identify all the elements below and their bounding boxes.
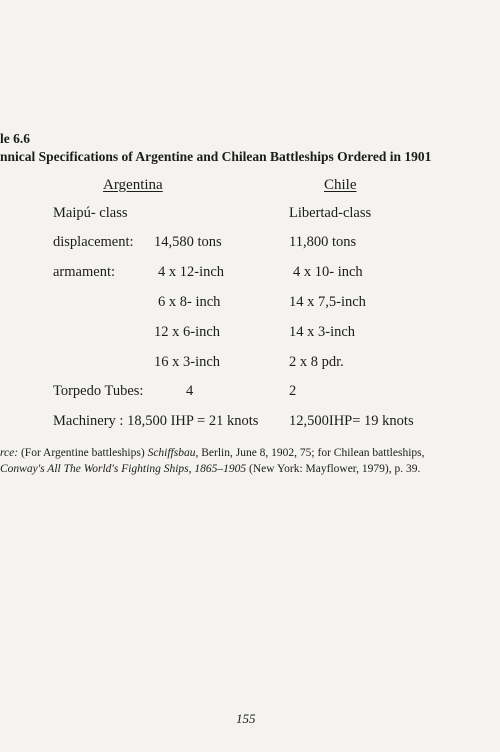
row-label-machinery: Machinery : 18,500 IHP = 21 knots <box>53 413 259 429</box>
source-note-line-1 <box>0 447 425 459</box>
page-number: 155 <box>236 711 256 726</box>
argentina-displacement: 14,580 tons <box>154 234 222 250</box>
column-header-chile: Chile <box>324 177 357 193</box>
chile-armament-3: 14 x 3-inch <box>289 324 356 340</box>
column-header-argentina: Argentina <box>103 177 163 193</box>
argentina-armament-1: 4 x 12-inch <box>158 264 225 280</box>
chile-displacement: 11,800 tons <box>289 234 357 250</box>
chile-armament-1: 4 x 10- inch <box>293 264 363 280</box>
row-label-armament: armament: <box>53 264 116 280</box>
source-publication-1: Schiffsbau, <box>147 447 199 459</box>
argentina-armament-3: 12 x 6-inch <box>154 324 221 340</box>
chile-torpedo-tubes: 2 <box>289 383 297 399</box>
source-note-line-2 <box>0 463 420 475</box>
argentina-torpedo-tubes: 4 <box>186 383 194 399</box>
chile-machinery: 12,500IHP= 19 knots <box>289 413 414 429</box>
source-label: rce: <box>0 447 19 459</box>
chile-armament-4: 2 x 8 pdr. <box>289 354 344 370</box>
row-label-class: Maipú- class <box>53 205 128 221</box>
argentina-armament-2: 6 x 8- inch <box>158 294 221 310</box>
row-label-displacement: displacement: <box>53 234 134 250</box>
source-text-1a: (For Argentine battleships) <box>18 447 148 459</box>
table-number: le 6.6 <box>0 131 30 146</box>
source-text-2b: (New York: Mayflower, 1979), p. 39. <box>246 463 421 475</box>
chile-class: Libertad-class <box>289 205 372 221</box>
argentina-armament-4: 16 x 3-inch <box>154 354 221 370</box>
row-label-torpedo-tubes: Torpedo Tubes: <box>53 383 144 399</box>
source-text-1b: Berlin, June 8, 1902, 75; for Chilean battleships, <box>198 447 425 459</box>
table-title: nnical Specifications of Argentine and Chilean Battleships Ordered in 1901 <box>0 149 432 164</box>
chile-armament-2: 14 x 7,5-inch <box>289 294 366 310</box>
source-publication-2: Conway's All The World's Fighting Ships, 1865–1905 <box>0 463 247 475</box>
